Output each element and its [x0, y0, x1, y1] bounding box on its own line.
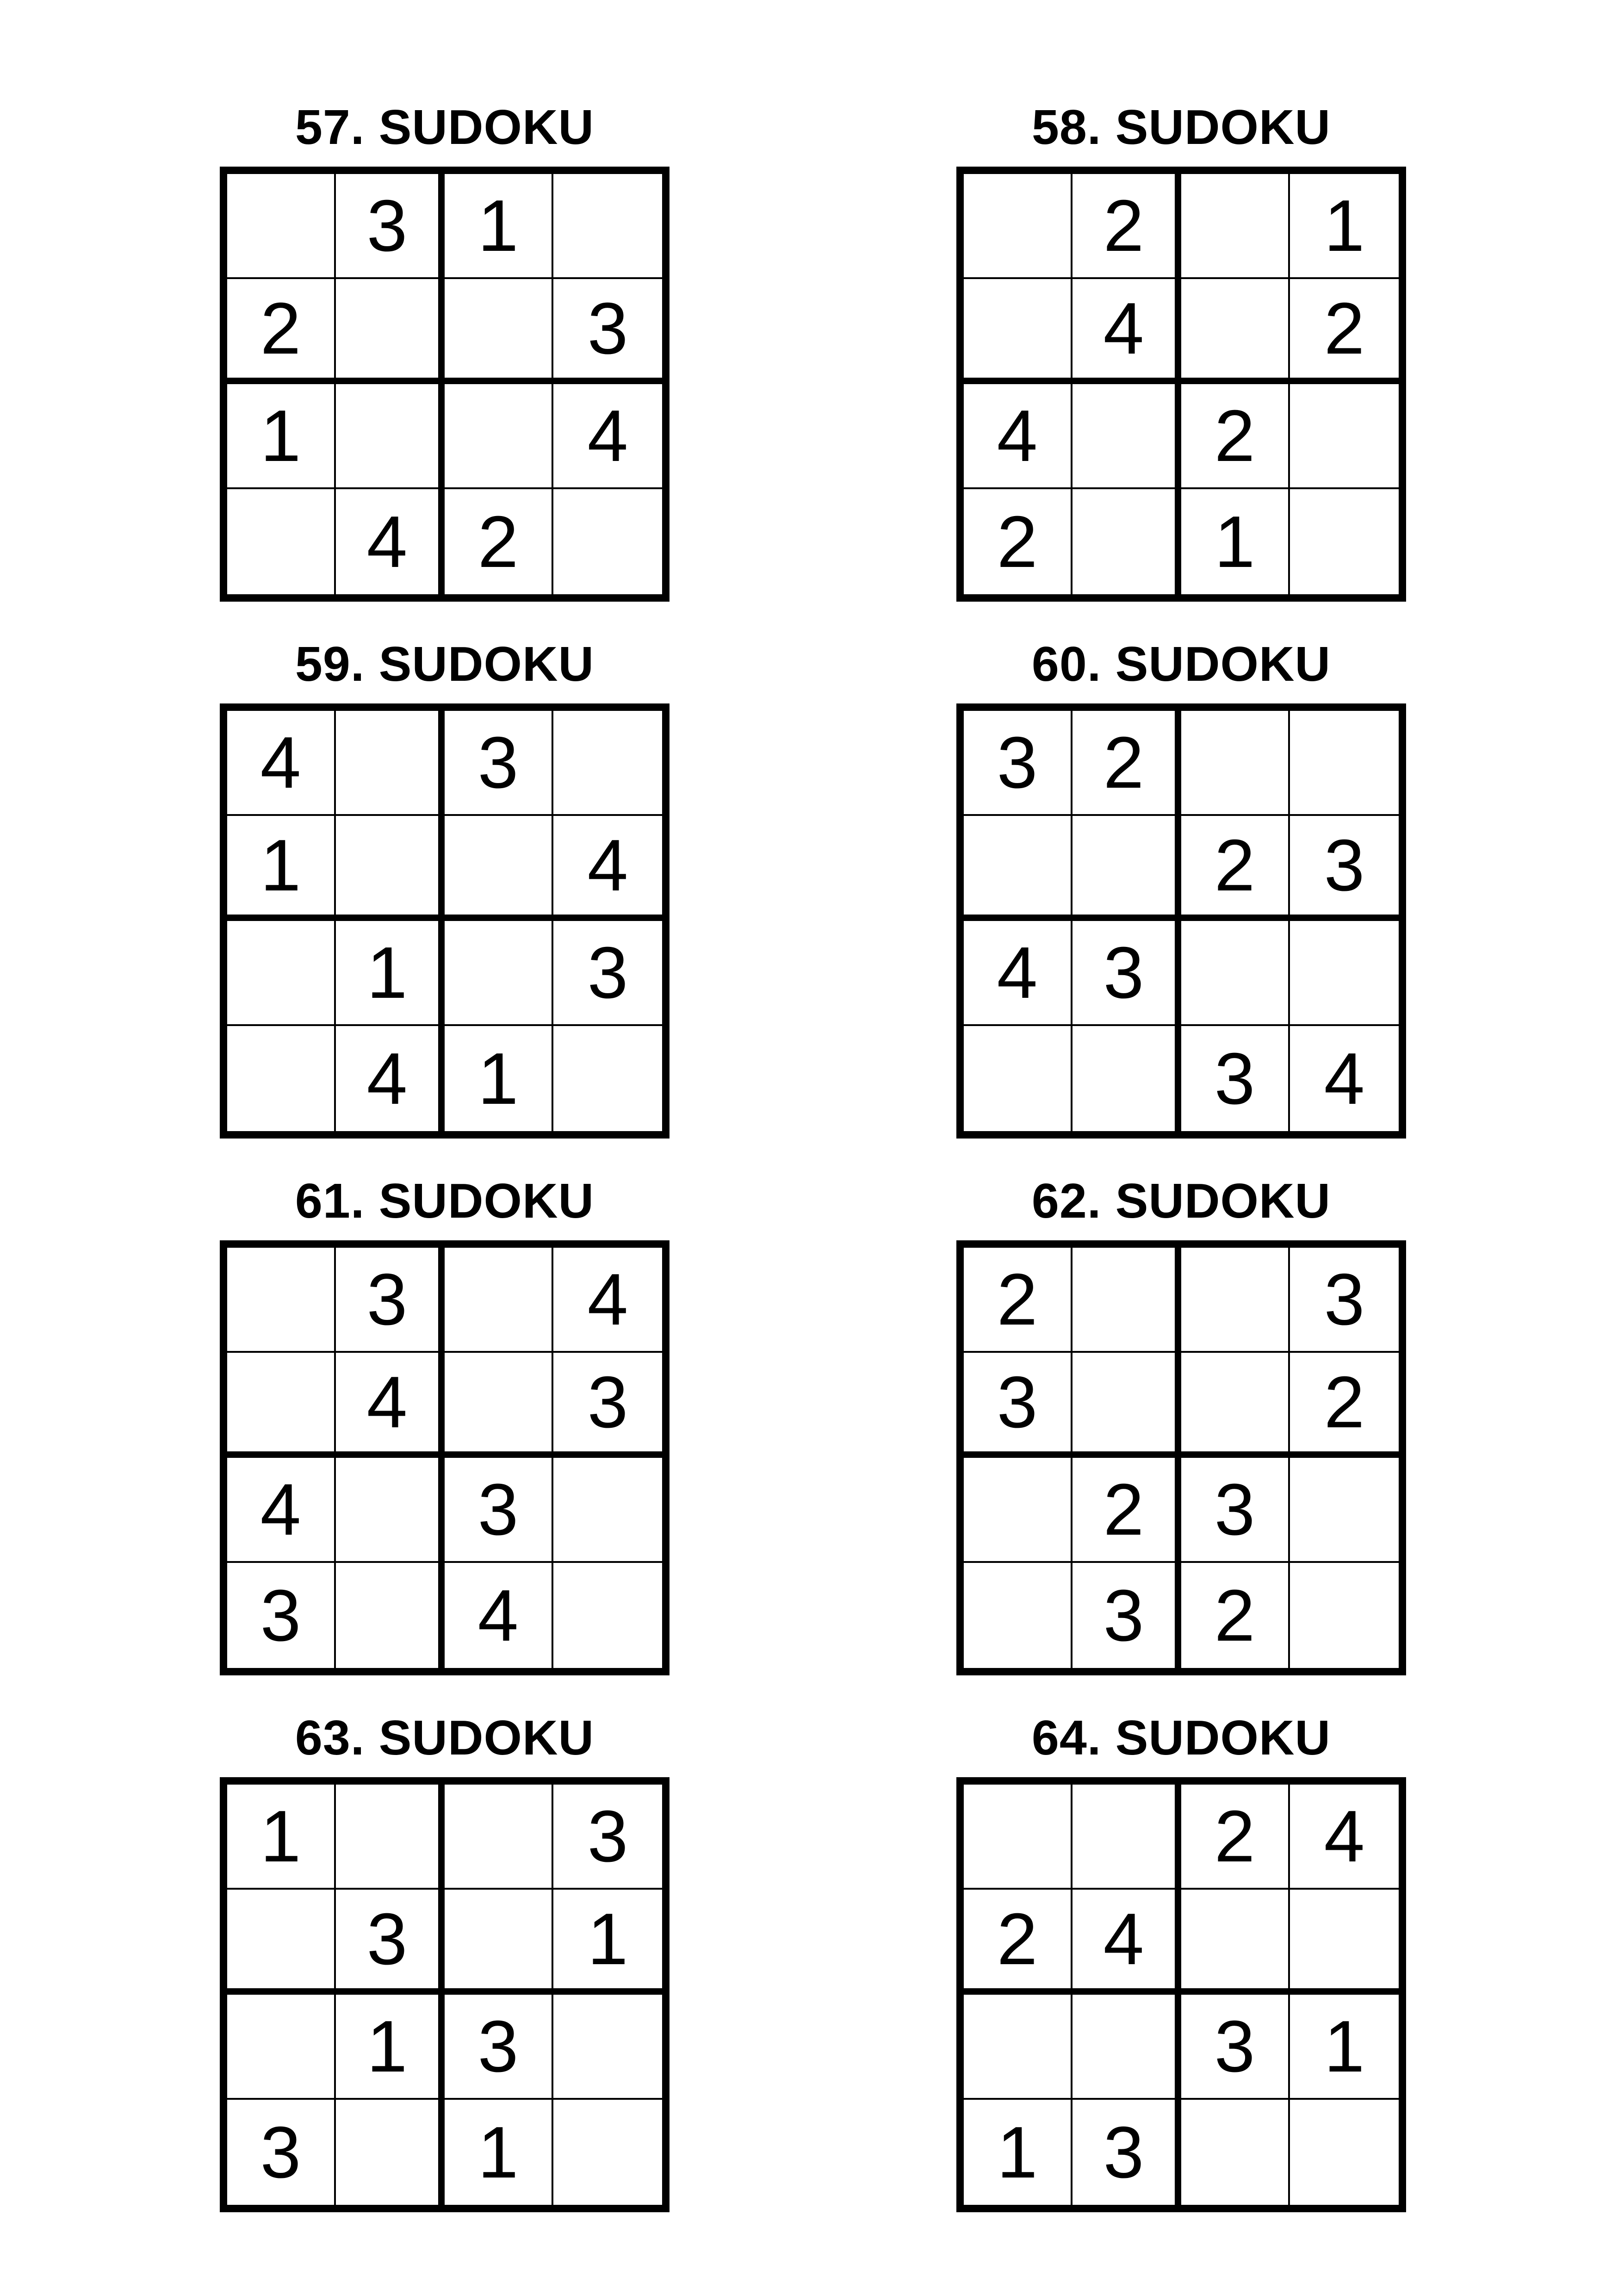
- sudoku-cell[interactable]: 2: [1072, 174, 1181, 279]
- sudoku-cell[interactable]: [1181, 1248, 1290, 1353]
- sudoku-cell[interactable]: [445, 384, 553, 489]
- sudoku-cell[interactable]: [336, 2100, 445, 2205]
- sudoku-cell[interactable]: 2: [445, 489, 553, 594]
- sudoku-cell[interactable]: [445, 1890, 553, 1995]
- sudoku-cell[interactable]: 3: [553, 279, 662, 384]
- sudoku-cell[interactable]: 1: [336, 1995, 445, 2100]
- sudoku-cell[interactable]: 1: [964, 2100, 1072, 2205]
- sudoku-cell[interactable]: [1072, 1026, 1181, 1131]
- sudoku-cell[interactable]: [336, 1458, 445, 1563]
- puzzle-title: 59. SUDOKU: [295, 637, 595, 691]
- sudoku-cell[interactable]: 3: [227, 1563, 336, 1668]
- sudoku-cell[interactable]: [1072, 1785, 1181, 1890]
- sudoku-cell[interactable]: 1: [445, 174, 553, 279]
- sudoku-cell[interactable]: [964, 1563, 1072, 1668]
- sudoku-cell[interactable]: 2: [1181, 1563, 1290, 1668]
- sudoku-cell[interactable]: [227, 489, 336, 594]
- sudoku-cell[interactable]: 2: [964, 489, 1072, 594]
- sudoku-cell[interactable]: [1290, 711, 1399, 816]
- sudoku-cell[interactable]: [227, 921, 336, 1026]
- sudoku-cell[interactable]: 3: [336, 174, 445, 279]
- sudoku-cell[interactable]: 4: [553, 816, 662, 921]
- sudoku-cell[interactable]: [964, 816, 1072, 921]
- sudoku-cell[interactable]: [1072, 1248, 1181, 1353]
- sudoku-cell[interactable]: [445, 1785, 553, 1890]
- sudoku-cell[interactable]: 2: [1290, 279, 1399, 384]
- sudoku-cell[interactable]: 1: [1290, 1995, 1399, 2100]
- sudoku-cell[interactable]: [1072, 816, 1181, 921]
- sudoku-cell[interactable]: 4: [1072, 1890, 1181, 1995]
- puzzle-title: 61. SUDOKU: [295, 1174, 595, 1228]
- sudoku-cell[interactable]: 1: [336, 921, 445, 1026]
- sudoku-cell[interactable]: [1181, 711, 1290, 816]
- sudoku-cell[interactable]: [336, 1563, 445, 1668]
- sudoku-cell[interactable]: 3: [336, 1890, 445, 1995]
- sudoku-cell[interactable]: [1290, 1563, 1399, 1668]
- sudoku-cell[interactable]: [964, 1458, 1072, 1563]
- sudoku-cell[interactable]: 3: [1181, 1458, 1290, 1563]
- sudoku-cell[interactable]: 1: [227, 816, 336, 921]
- sudoku-cell[interactable]: 4: [1290, 1785, 1399, 1890]
- sudoku-cell[interactable]: [1290, 1458, 1399, 1563]
- sudoku-grid: [220, 1240, 670, 1675]
- sudoku-cell[interactable]: 2: [964, 1890, 1072, 1995]
- sudoku-cell[interactable]: 2: [1290, 1353, 1399, 1458]
- sudoku-cell[interactable]: [964, 1995, 1072, 2100]
- sudoku-cell[interactable]: 1: [553, 1890, 662, 1995]
- sudoku-cell[interactable]: [1290, 921, 1399, 1026]
- sudoku-cell[interactable]: [1072, 489, 1181, 594]
- sudoku-cell[interactable]: [1181, 1353, 1290, 1458]
- sudoku-cell[interactable]: 3: [227, 2100, 336, 2205]
- sudoku-cell[interactable]: [553, 2100, 662, 2205]
- sudoku-cell[interactable]: 3: [964, 711, 1072, 816]
- puzzle-title: 62. SUDOKU: [1031, 1174, 1331, 1228]
- sudoku-cell[interactable]: 1: [1290, 174, 1399, 279]
- sudoku-grid: [956, 167, 1406, 602]
- sudoku-cell[interactable]: 2: [1181, 384, 1290, 489]
- sudoku-cell[interactable]: 3: [1181, 1026, 1290, 1131]
- sudoku-cell[interactable]: 3: [336, 1248, 445, 1353]
- sudoku-cell[interactable]: [445, 816, 553, 921]
- sudoku-cell[interactable]: 4: [227, 1458, 336, 1563]
- sudoku-cell[interactable]: 3: [445, 1995, 553, 2100]
- puzzle-title: 64. SUDOKU: [1031, 1711, 1331, 1765]
- sudoku-cell[interactable]: [964, 1785, 1072, 1890]
- sudoku-cell[interactable]: 4: [553, 384, 662, 489]
- sudoku-cell[interactable]: [1181, 2100, 1290, 2205]
- puzzle-title: 63. SUDOKU: [295, 1711, 595, 1765]
- sudoku-cell[interactable]: [553, 489, 662, 594]
- sudoku-cell[interactable]: 4: [336, 1353, 445, 1458]
- sudoku-cell[interactable]: [964, 279, 1072, 384]
- sudoku-cell[interactable]: [1290, 1890, 1399, 1995]
- sudoku-cell[interactable]: [553, 174, 662, 279]
- sudoku-cell[interactable]: [227, 1995, 336, 2100]
- sudoku-cell[interactable]: [1072, 1995, 1181, 2100]
- sudoku-cell[interactable]: 3: [1072, 1563, 1181, 1668]
- sudoku-cell[interactable]: [1181, 174, 1290, 279]
- puzzle-title: 57. SUDOKU: [295, 100, 595, 155]
- sudoku-cell[interactable]: 1: [227, 1785, 336, 1890]
- sudoku-cell[interactable]: 4: [336, 1026, 445, 1131]
- sudoku-cell[interactable]: [553, 1995, 662, 2100]
- sudoku-cell[interactable]: [1181, 1890, 1290, 1995]
- sudoku-grid: [956, 703, 1406, 1139]
- sudoku-cell[interactable]: 1: [1181, 489, 1290, 594]
- sudoku-cell[interactable]: 1: [445, 1026, 553, 1131]
- sudoku-cell[interactable]: [227, 1353, 336, 1458]
- sudoku-cell[interactable]: 3: [445, 1458, 553, 1563]
- sudoku-cell[interactable]: [227, 1026, 336, 1131]
- sudoku-cell[interactable]: 2: [964, 1248, 1072, 1353]
- sudoku-cell[interactable]: 4: [964, 921, 1072, 1026]
- sudoku-cell[interactable]: 4: [1072, 279, 1181, 384]
- sudoku-cell[interactable]: 3: [553, 1785, 662, 1890]
- sudoku-grid: [220, 703, 670, 1139]
- sudoku-cell[interactable]: 4: [1324, 1038, 1365, 1120]
- sudoku-cell[interactable]: 3: [964, 1353, 1072, 1458]
- sudoku-cell[interactable]: 4: [964, 384, 1072, 489]
- sudoku-cell[interactable]: [445, 921, 553, 1026]
- sudoku-cell[interactable]: 2: [1072, 711, 1181, 816]
- sudoku-cell[interactable]: 4: [336, 489, 445, 594]
- sudoku-grid: [220, 167, 670, 602]
- sudoku-cell[interactable]: 2: [1181, 1785, 1290, 1890]
- sudoku-cell[interactable]: [964, 1026, 1072, 1131]
- sudoku-cell[interactable]: 2: [227, 279, 336, 384]
- sudoku-cell[interactable]: [336, 711, 445, 816]
- puzzle-title: 58. SUDOKU: [1031, 100, 1331, 155]
- sudoku-cell[interactable]: [553, 1458, 662, 1563]
- sudoku-cell[interactable]: [445, 279, 553, 384]
- sudoku-cell[interactable]: 4: [227, 711, 336, 816]
- sudoku-cell[interactable]: [553, 711, 662, 816]
- sudoku-cell[interactable]: [227, 1890, 336, 1995]
- sudoku-cell[interactable]: [1290, 2100, 1399, 2205]
- sudoku-cell[interactable]: 3: [1290, 1248, 1399, 1353]
- sudoku-cell[interactable]: 2: [1072, 1458, 1181, 1563]
- sudoku-cell[interactable]: 3: [1290, 816, 1399, 921]
- sudoku-cell[interactable]: 3: [1181, 1995, 1290, 2100]
- sudoku-cell[interactable]: [1290, 489, 1399, 594]
- sudoku-cell[interactable]: 2: [1181, 816, 1290, 921]
- sudoku-cell[interactable]: 3: [1072, 2100, 1181, 2205]
- sudoku-cell[interactable]: 1: [227, 384, 336, 489]
- sudoku-cell[interactable]: [227, 174, 336, 279]
- sudoku-cell[interactable]: [1181, 279, 1290, 384]
- sudoku-grid: [956, 1777, 1406, 2212]
- sudoku-cell[interactable]: 4: [445, 1563, 553, 1668]
- sudoku-cell[interactable]: 3: [553, 921, 662, 1026]
- sudoku-cell[interactable]: [336, 384, 445, 489]
- sudoku-cell[interactable]: 3: [1072, 921, 1181, 1026]
- puzzle-title: 60. SUDOKU: [1031, 637, 1331, 691]
- sudoku-cell[interactable]: [553, 1026, 662, 1131]
- sudoku-cell[interactable]: [1181, 921, 1290, 1026]
- sudoku-cell[interactable]: [445, 1353, 553, 1458]
- sudoku-cell[interactable]: [553, 1563, 662, 1668]
- sudoku-cell[interactable]: [227, 1248, 336, 1353]
- sudoku-cell[interactable]: [336, 279, 445, 384]
- sudoku-cell[interactable]: [964, 174, 1072, 279]
- sudoku-grid: [956, 1240, 1406, 1675]
- sudoku-cell[interactable]: 1: [445, 2100, 553, 2205]
- sudoku-grid: [220, 1777, 670, 2212]
- sudoku-cell[interactable]: 3: [445, 711, 553, 816]
- sudoku-cell[interactable]: 4: [553, 1248, 662, 1353]
- sudoku-cell[interactable]: [336, 1785, 445, 1890]
- sudoku-cell[interactable]: [1072, 384, 1181, 489]
- sudoku-cell[interactable]: [445, 1248, 553, 1353]
- sudoku-cell[interactable]: [336, 816, 445, 921]
- sudoku-cell[interactable]: 3: [553, 1353, 662, 1458]
- sudoku-cell[interactable]: [1072, 1353, 1181, 1458]
- sudoku-cell[interactable]: [1290, 384, 1399, 489]
